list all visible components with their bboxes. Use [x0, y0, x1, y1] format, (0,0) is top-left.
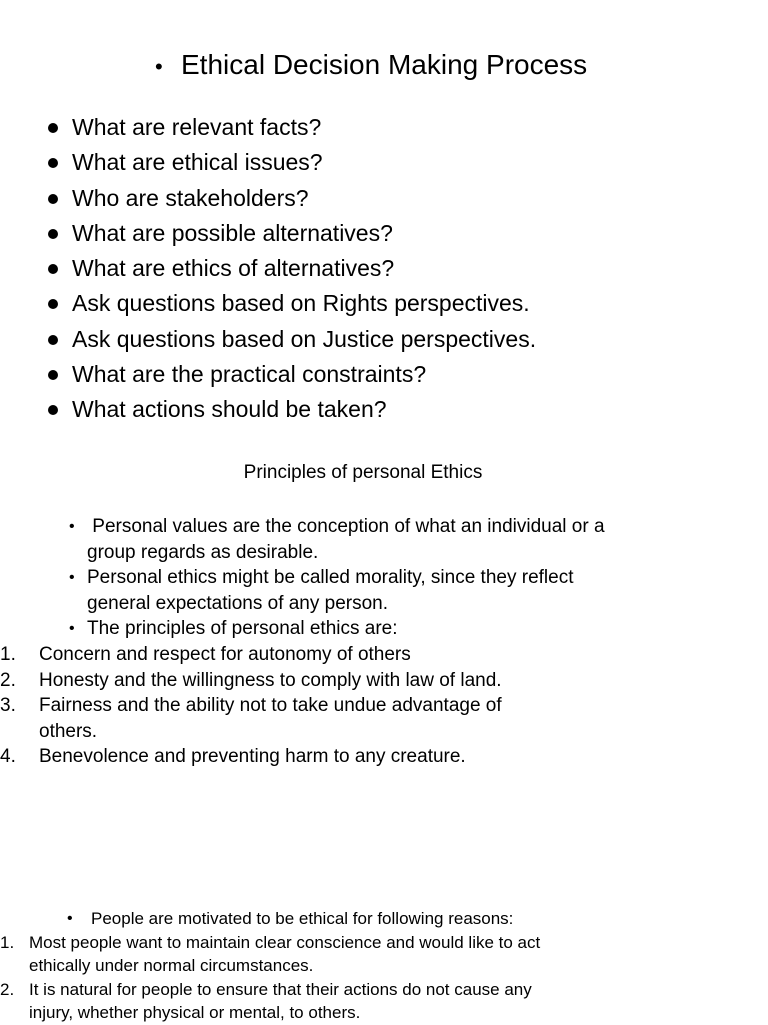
- bullet-dot-icon: [48, 158, 58, 168]
- bullet-dot-icon: [48, 123, 58, 133]
- bullet-dot-icon: [48, 229, 58, 239]
- list-item: • The principles of personal ethics are:: [69, 616, 605, 642]
- list-item: • Personal values are the conception of what an individual or a group regards as desirable.: [69, 516, 605, 563]
- bullet-dot-icon: [48, 405, 58, 415]
- principles-heading: Principles of personal Ethics: [243, 462, 483, 483]
- bullet-marker: •: [67, 910, 73, 927]
- bullet-dot-icon: [48, 335, 58, 345]
- numbered-item: 2. Honesty and the willingness to comply with law of land.: [0, 668, 536, 694]
- numbered-item: 4. Benevolence and preventing harm to any creature.: [0, 744, 536, 770]
- number-marker: 1.: [0, 932, 15, 952]
- list-item: What actions should be taken?: [44, 392, 536, 427]
- bullet-marker: •: [69, 569, 75, 587]
- list-item: Ask questions based on Rights perspectives.: [44, 286, 536, 321]
- numbered-item: 3. Fairness and the ability not to take undue advantage of others.: [0, 695, 502, 742]
- number-marker: 2.: [0, 979, 15, 999]
- number-marker: 3.: [0, 695, 16, 717]
- title-bullet: •: [155, 54, 163, 79]
- numbered-item: 2. It is natural for people to ensure that their actions do not cause any injury, whether physical or mental, to others.: [0, 979, 532, 1022]
- bullet-marker: •: [69, 620, 75, 638]
- bullet-dot-icon: [48, 264, 58, 274]
- bullet-marker: •: [69, 518, 75, 535]
- numbered-item: 1. Most people want to maintain clear conscience and would like to act ethically under normal circumstances.: [0, 932, 541, 975]
- list-item: What are ethics of alternatives?: [44, 251, 536, 286]
- list-item: What are relevant facts?: [44, 110, 536, 145]
- numbered-item: 1. Concern and respect for autonomy of others: [0, 642, 536, 668]
- list-item: What are the practical constraints?: [44, 357, 536, 392]
- number-marker: 4.: [0, 746, 16, 768]
- principles-block: [0, 514, 605, 770]
- number-marker: 2.: [0, 669, 16, 691]
- number-marker: 1.: [0, 643, 16, 665]
- motivation-block: [0, 907, 607, 1025]
- decision-questions-list: [44, 110, 536, 428]
- bullet-dot-icon: [48, 299, 58, 309]
- bullet-dot-icon: [48, 194, 58, 204]
- list-item: What are possible alternatives?: [44, 216, 536, 251]
- list-item: • Personal ethics might be called morality, since they reflect general expectations of any person.: [69, 567, 574, 614]
- page-title: [155, 48, 587, 84]
- list-item: • People are motivated to be ethical for following reasons:: [67, 907, 607, 931]
- list-item: Who are stakeholders?: [44, 181, 536, 216]
- list-item: Ask questions based on Justice perspectives.: [44, 322, 536, 357]
- title-text: Ethical Decision Making Process: [181, 49, 588, 80]
- bullet-dot-icon: [48, 370, 58, 380]
- list-item: What are ethical issues?: [44, 145, 536, 180]
